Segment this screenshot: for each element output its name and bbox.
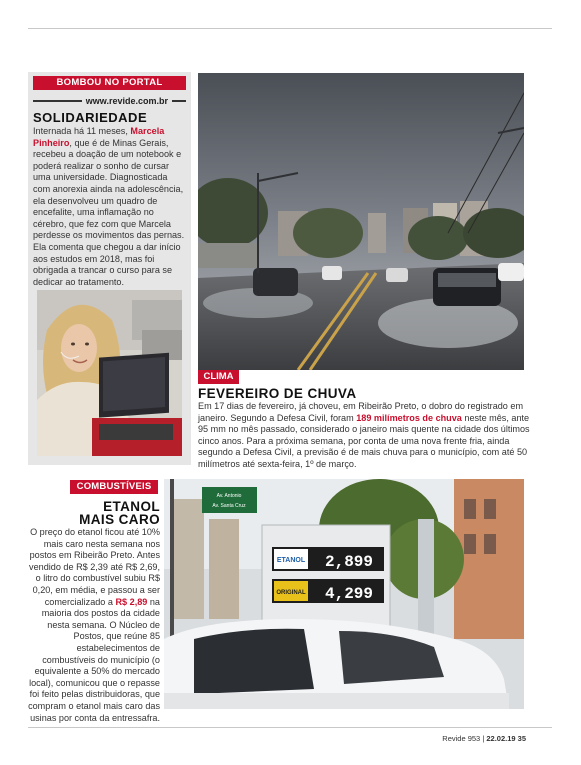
sidebar-banner: BOMBOU NO PORTAL (33, 76, 186, 90)
sidebar-box (28, 72, 191, 465)
street-sign-text-1: Av. Antonio (216, 493, 242, 499)
sidebar-body-part2: , que é de Minas Gerais, recebeu a doação de um notebook e poderá realizar o sonho de cursar uma universidade. Diagnosticada com anorexia ainda na adolescência, ela desenvolveu um quadro de encefalite, uma inflamação no cérebro, que fez com que Marcela perdesse os movimentos das pernas. Ela comenta que chegou a dar início aos estudos em 2018, mas foi obrigada a trancar o curso para se dedicar ao tratamento. (33, 137, 185, 287)
original-sign-label: ORIGINAL (276, 590, 306, 596)
clima-body (198, 401, 530, 471)
sidebar-body (33, 126, 186, 288)
original-sign-price: 4,299 (324, 585, 374, 603)
clima-title: FEVEREIRO DE CHUVA (198, 386, 357, 401)
street-sign-text-2: Av. Santa Cruz (212, 503, 246, 509)
combustiveis-title-line1: ETANOL (103, 499, 160, 514)
clima-label: CLIMA (198, 370, 239, 384)
divider-bar-short (172, 100, 186, 102)
site-url: www.revide.com.br (85, 95, 168, 106)
clima-body-part2: neste mês, ante 95 mm no mês passado, considerado o janeiro mais quente na cidade dos últimos cinco anos. Para a próxima semana, por conta de uma nova frente fria, ainda segundo a Defesa Civil, a previsão é de mais chuva para o município, com até 50 milímetros até sexta-feira, 1º de março. (198, 412, 530, 469)
clima-body-part1: Em 17 dias de fevereiro, já choveu, em Ribeirão Preto, o dobro do registrado em janeiro. Segundo a Defesa Civil, foram (198, 401, 524, 423)
sidebar-name-highlight: Marcela Pinheiro (33, 126, 165, 148)
etanol-sign-price: 2,899 (324, 553, 374, 571)
combustiveis-title-line2: MAIS CARO (79, 512, 160, 527)
bottom-rule (28, 727, 552, 728)
page-footer: Revide 953 | 22.02.19 35 (442, 734, 526, 743)
sidebar-body-part1: Internada há 11 meses, (33, 126, 131, 136)
combustiveis-highlight: R$ 2,89 (115, 596, 148, 607)
combustiveis-label: COMBUSTÍVEIS (70, 480, 158, 494)
combustiveis-body-part2: na maioria dos postos da cidade nesta semana. O Núcleo de Postos, que reúne 85 estabelecimentos de combustíveis do município (o equivalente a 50% do mercado local), comunicou que o repasse foi feito pelas distribuidoras, que compram o etanol mais caro das usinas por conta da entressafra. (28, 596, 160, 723)
footer-publication: Revide 953 (442, 734, 481, 743)
sidebar-photo-woman-laptop (37, 290, 182, 456)
combustiveis-body (28, 527, 160, 724)
etanol-sign-label: ETANOL (276, 557, 306, 564)
rain-street-photo (198, 73, 524, 370)
clima-highlight: 189 milímetros de chuva (356, 412, 462, 423)
sidebar-site-row (33, 95, 186, 106)
top-rule (28, 28, 552, 29)
gas-station-photo (164, 479, 524, 709)
combustiveis-body-part1: O preço do etanol ficou até 10% mais caro nesta semana nos postos em Ribeirão Preto. Antes vendido de R$ 2,39 até R$ 2,69, o litro do combustível subiu R$ 0,20, em média, e passou a ser comercializado a (29, 527, 160, 607)
footer-page-number: 35 (517, 734, 526, 743)
divider-bar (33, 100, 82, 102)
footer-date: 22.02.19 (486, 734, 516, 743)
sidebar-title: SOLIDARIEDADE (33, 110, 148, 125)
